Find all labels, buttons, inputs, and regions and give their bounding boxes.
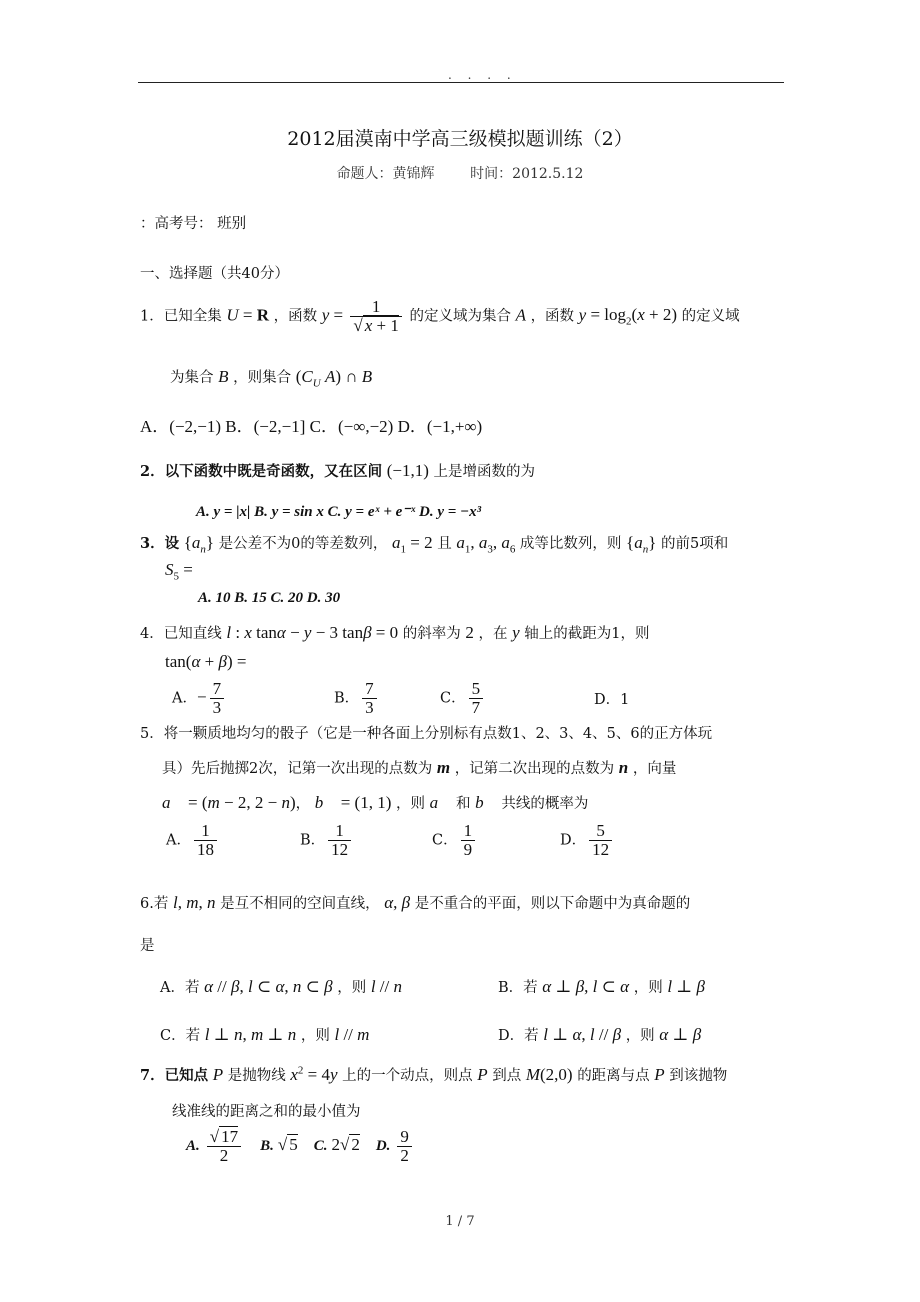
q1-text-c: 的定义域为集合 xyxy=(409,308,511,325)
q1-math-universe: U xyxy=(226,305,239,325)
q4-tan-expression: tan(α + β) = xyxy=(165,652,247,671)
page-footer: 1 / 7 xyxy=(445,1214,475,1229)
q4-option-c: C． $\frac{5}{7}$ xyxy=(440,680,486,717)
q3-s5: $S_5$ = xyxy=(165,560,193,583)
question-6-line-2: 是 xyxy=(140,938,155,954)
question-7-line-1: 7．已知点 P 是抛物线 $x^2 = 4y$ 上的一个动点，则点 P 到点 M(2,0) 的距离与点 P 到该抛物 xyxy=(140,1064,728,1084)
q1-text-a: 1．已知全集 xyxy=(140,308,222,325)
section-heading: 一、选择题（共40分） xyxy=(140,266,289,282)
q1-options: A．(−2,−1) B．(−2,−1] C．(−∞,−2) D．(−1,+∞) xyxy=(140,417,483,436)
q6-option-c: C．若 l ⊥ n, m ⊥ n ，则 l // m xyxy=(160,1025,370,1044)
q1-text-d: ，函数 xyxy=(530,308,575,325)
q5-option-b: B． $\frac{1}{12}$ xyxy=(300,822,354,859)
question-6-line-1: 6.若 l, m, n 是互不相同的空间直线， α, β 是不重合的平面，则以下命题中为真命题的 xyxy=(140,893,691,912)
q4-text-d: 轴上的截距为1，则 xyxy=(524,626,650,642)
question-2: 2．以下函数中既是奇函数，又在区间 (−1,1) 上是增函数的为 xyxy=(140,461,535,480)
q6-option-b: B．若 α ⊥ β, l ⊂ α ，则 l ⊥ β xyxy=(498,977,706,996)
q6-option-d: D．若 l ⊥ α, l // β ，则 α ⊥ β xyxy=(498,1025,702,1044)
q1-text-g: ，则集合 xyxy=(233,370,292,386)
q4-option-a: A．− $\frac{7}{3}$ xyxy=(172,680,227,717)
q5-option-c: C． $\frac{1}{9}$ xyxy=(432,822,478,859)
q5-option-a: A． $\frac{1}{18}$ xyxy=(166,822,220,859)
question-5-line-1: 5．将一颗质地均匀的骰子（它是一种各面上分别标有点数1、2、3、4、5、6的正方体玩 xyxy=(140,726,713,742)
q3-options: A. 10 B. 15 C. 20 D. 30 xyxy=(198,590,341,606)
q7-options: A. $\frac{√ 17}{2}$ B. √ 5 C. 2√ 2 D. $\frac{9}{2}$ xyxy=(186,1128,415,1165)
q5-option-d: D． $\frac{5}{12}$ xyxy=(560,822,615,859)
header-rule xyxy=(138,82,784,83)
q6-option-a: A．若 α // β, l ⊂ α, n ⊂ β ，则 l // n xyxy=(160,977,402,996)
student-line: ：高考号： 班别 xyxy=(140,216,247,232)
q2-text-a: 2．以下函数中既是奇函数，又在区间 xyxy=(140,463,383,480)
q3-text-a: 3．设 xyxy=(140,535,180,552)
question-1-line-2: 为集合 B ，则集合 ($C_U$ A) ∩ B xyxy=(170,367,373,390)
q4-text-b: 的斜率为 xyxy=(402,626,461,642)
question-1: 1．已知全集 U = R ，函数 y = $\frac{1}{√ x + 1}$ 的定义域为集合 A ，函数 $y = \log_2(x + 2)$ 的定义域 xyxy=(140,297,740,335)
page-title: 2012届漠南中学高三级模拟题训练（2） xyxy=(287,128,633,150)
q3-text-d: 成等比数列，则 xyxy=(519,536,622,552)
q1-text-e: 的定义域 xyxy=(681,308,740,325)
q4-text-a: 4．已知直线 xyxy=(140,626,222,642)
q2-options: A. y = |x| B. y = sin x C. y = eˣ + e⁻ˣ D. y = −x³ xyxy=(196,504,482,520)
page-subtitle: 命题人：黄锦辉 时间：2012.5.12 xyxy=(336,166,584,182)
q3-text-e: 的前5项和 xyxy=(660,536,729,552)
q4-option-d: D．1 xyxy=(594,692,630,708)
q1-fraction: $\frac{1}{√ x + 1}$ xyxy=(350,298,401,335)
q4-option-b: B． $\frac{7}{3}$ xyxy=(334,680,380,717)
question-3: 3．设 $\{a_n\}$ 是公差不为0的等差数列， $a_1 = 2$ 且 $a_1$, $a_3$, $a_6$ 成等比数列，则 $\{a_n\}$ 的前5项和 xyxy=(140,533,729,556)
q4-text-c: ，在 xyxy=(478,626,508,642)
q1-text-f: 为集合 xyxy=(170,370,214,386)
header-dots: . . . . xyxy=(448,68,517,82)
q1-text-b: ，函数 xyxy=(273,308,318,325)
question-4: 4．已知直线 l : x tanα − y − 3 tanβ = 0 的斜率为 2 ，在 y 轴上的截距为1，则 xyxy=(140,623,650,642)
question-5-line-2: 具）先后抛掷2次，记第一次出现的点数为 m ，记第二次出现的点数为 n ，向量 xyxy=(162,758,677,777)
question-7-line-2: 线准线的距离之和的最小值为 xyxy=(172,1104,361,1120)
q3-text-c: 且 xyxy=(437,536,452,552)
q2-text-b: 上是增函数的为 xyxy=(433,464,535,480)
question-5-line-3: a⃗ = (m − 2, 2 − n)， b⃗ = (1, 1) ，则 a⃗ 和 b⃗ 共线的概率为 xyxy=(162,793,589,812)
q3-text-b: 是公差不为0的等差数列， xyxy=(218,536,388,552)
